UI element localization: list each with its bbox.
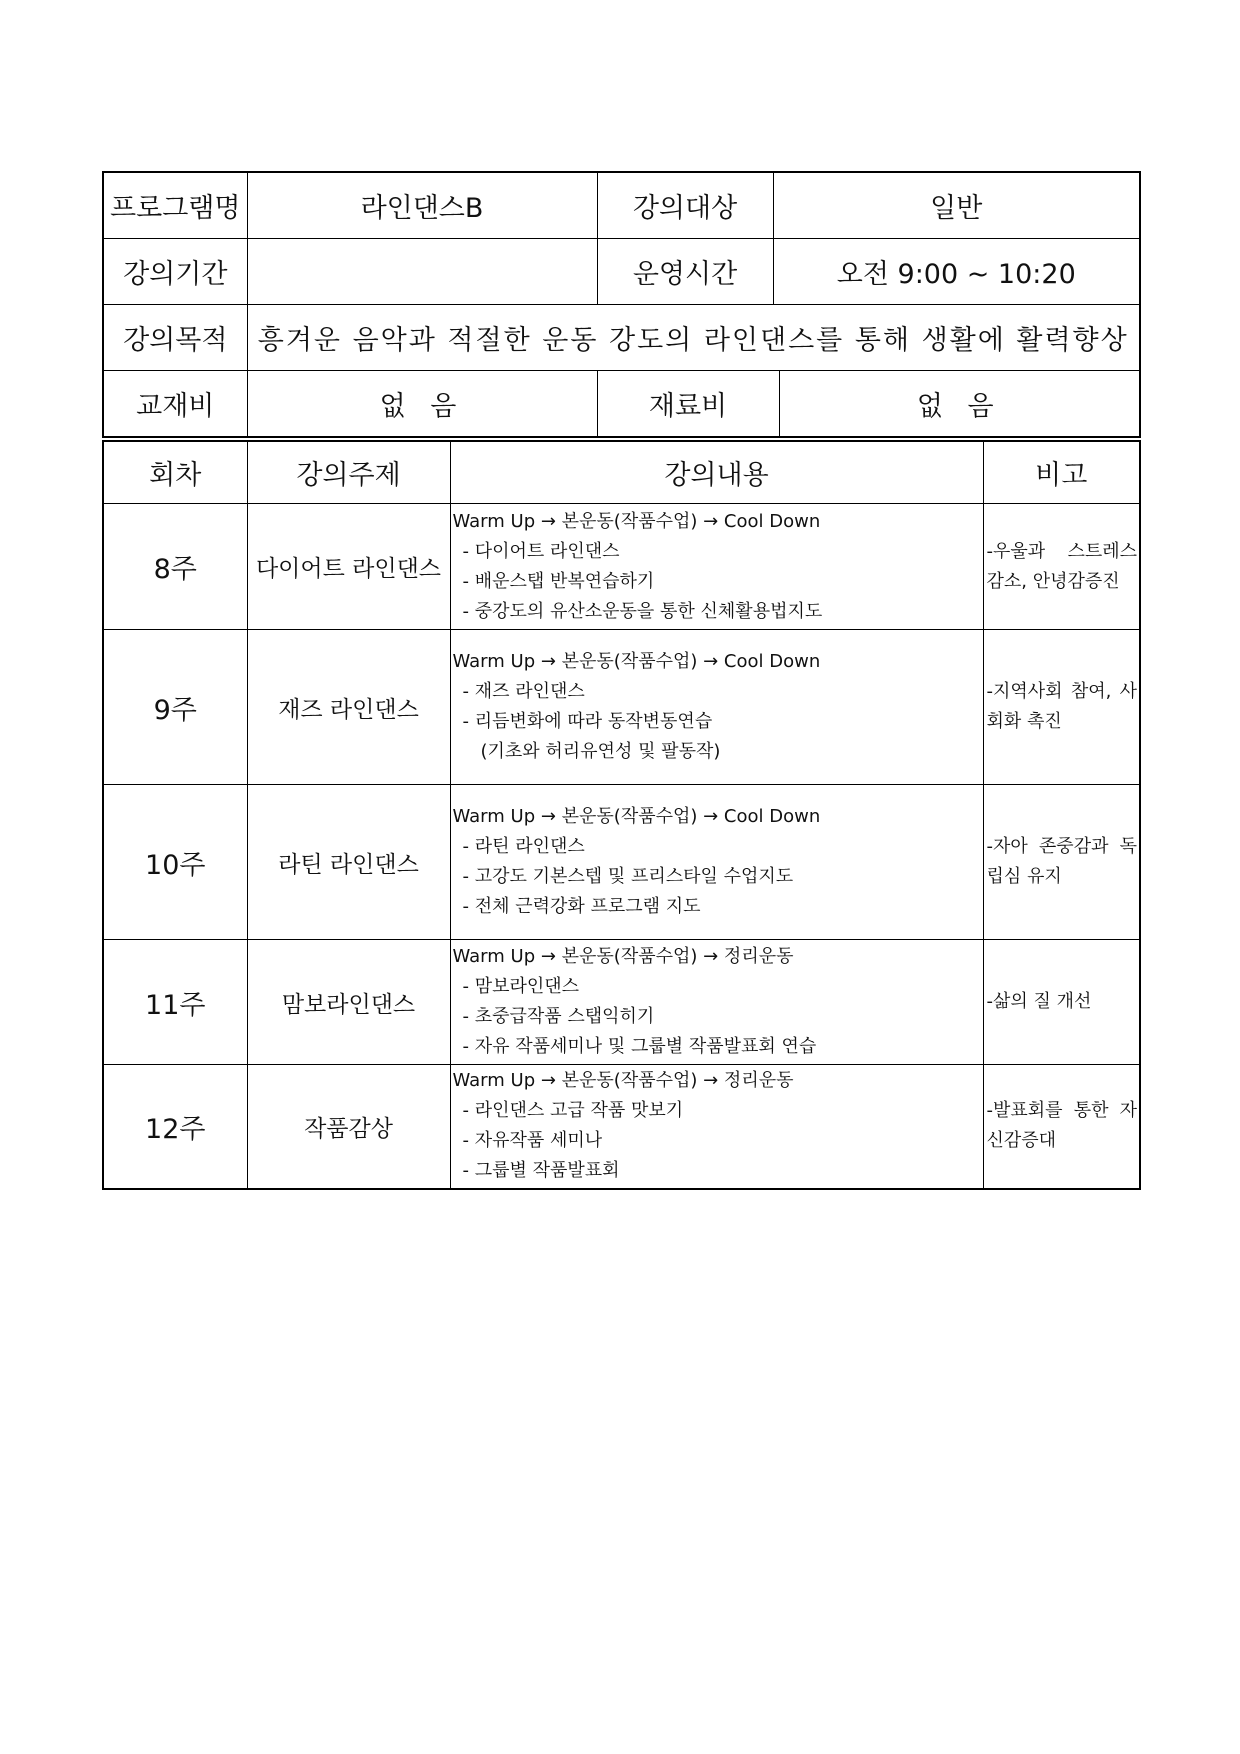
header-topic: 강의주제	[247, 441, 450, 504]
target-label: 강의대상	[597, 172, 773, 239]
content-line: - 중강도의 유산소운동을 통한 신체활용법지도	[462, 600, 823, 622]
content-line: - 다이어트 라인댄스	[462, 540, 620, 562]
content-line: Warm Up → 본운동(작품수업) → Cool Down	[452, 510, 821, 532]
schedule-header-row	[103, 441, 1140, 504]
content-cell	[450, 785, 983, 940]
content-line: - 전체 근력강화 프로그램 지도	[462, 896, 701, 917]
table-row	[103, 630, 1140, 785]
table-row	[103, 940, 1140, 1065]
content-line: - 재즈 라인댄스	[462, 681, 585, 702]
header-content: 강의내용	[450, 441, 983, 504]
content-line: - 초중급작품 스탭익히기	[462, 1006, 655, 1027]
content-line: (기초와 허리유연성 및 팔동작)	[480, 741, 721, 762]
content-line: - 라인댄스 고급 작품 맛보기	[462, 1100, 684, 1122]
content-line: Warm Up → 본운동(작품수업) → Cool Down	[452, 651, 821, 672]
purpose-row	[103, 305, 1140, 371]
table-row	[103, 504, 1140, 630]
content-cell	[450, 630, 983, 785]
content-line: Warm Up → 본운동(작품수업) → 정리운동	[452, 1070, 794, 1092]
header-week: 회차	[103, 441, 247, 504]
time-value: 오전 9:00 ~ 10:20	[773, 239, 1140, 305]
purpose-value: 흥겨운 음악과 적절한 운동 강도의 라인댄스를 통해 생활에 활력향상	[247, 305, 1140, 371]
period-value	[247, 239, 597, 305]
textbook-fee-label: 교재비	[103, 371, 247, 438]
content-line: Warm Up → 본운동(작품수업) → 정리운동	[452, 946, 794, 967]
week-cell: 8주	[103, 504, 247, 630]
content-line: - 자유작품 세미나	[462, 1130, 603, 1152]
content-line: - 리듬변화에 따라 동작변동연습	[462, 711, 713, 732]
topic-cell: 다이어트 라인댄스	[247, 504, 450, 630]
topic-cell: 재즈 라인댄스	[247, 630, 450, 785]
note-cell: -발표회를 통한 자신감증대	[983, 1065, 1140, 1189]
header-note: 비고	[983, 441, 1140, 504]
note-cell: -자아 존중감과 독립심 유지	[983, 785, 1140, 940]
content-cell	[450, 504, 983, 630]
table-row	[103, 1065, 1140, 1189]
content-line: - 자유 작품세미나 및 그룹별 작품발표회 연습	[462, 1036, 817, 1057]
note-cell: -우울과 스트레스감소, 안녕감증진	[983, 504, 1140, 630]
program-name-value: 라인댄스B	[247, 172, 597, 239]
content-line: - 그룹별 작품발표회	[462, 1160, 620, 1182]
program-info-table	[102, 171, 1141, 438]
textbook-fee-value: 없 음	[247, 371, 597, 438]
week-cell: 12주	[103, 1065, 247, 1189]
note-cell: -삶의 질 개선	[983, 940, 1140, 1065]
time-label: 운영시간	[597, 239, 773, 305]
purpose-label: 강의목적	[103, 305, 247, 371]
content-line: - 라틴 라인댄스	[462, 836, 585, 857]
week-cell: 11주	[103, 940, 247, 1065]
fee-row	[103, 371, 1140, 438]
target-value: 일반	[773, 172, 1140, 239]
week-cell: 9주	[103, 630, 247, 785]
period-row	[103, 239, 1140, 305]
table-row	[103, 785, 1140, 940]
content-line: Warm Up → 본운동(작품수업) → Cool Down	[452, 806, 821, 827]
schedule-table	[102, 440, 1141, 1190]
material-fee-value: 없 음	[779, 371, 1140, 438]
content-cell	[450, 1065, 983, 1189]
content-line: - 고강도 기본스텝 및 프리스타일 수업지도	[462, 866, 794, 887]
topic-cell: 작품감상	[247, 1065, 450, 1189]
topic-cell: 라틴 라인댄스	[247, 785, 450, 940]
period-label: 강의기간	[103, 239, 247, 305]
material-fee-label: 재료비	[597, 371, 779, 438]
topic-cell: 맘보라인댄스	[247, 940, 450, 1065]
program-name-label: 프로그램명	[103, 172, 247, 239]
content-cell	[450, 940, 983, 1065]
content-line: - 배운스탭 반복연습하기	[462, 570, 655, 592]
content-line: - 맘보라인댄스	[462, 976, 580, 997]
note-cell: -지역사회 참여, 사회화 촉진	[983, 630, 1140, 785]
week-cell: 10주	[103, 785, 247, 940]
program-row	[103, 172, 1140, 239]
